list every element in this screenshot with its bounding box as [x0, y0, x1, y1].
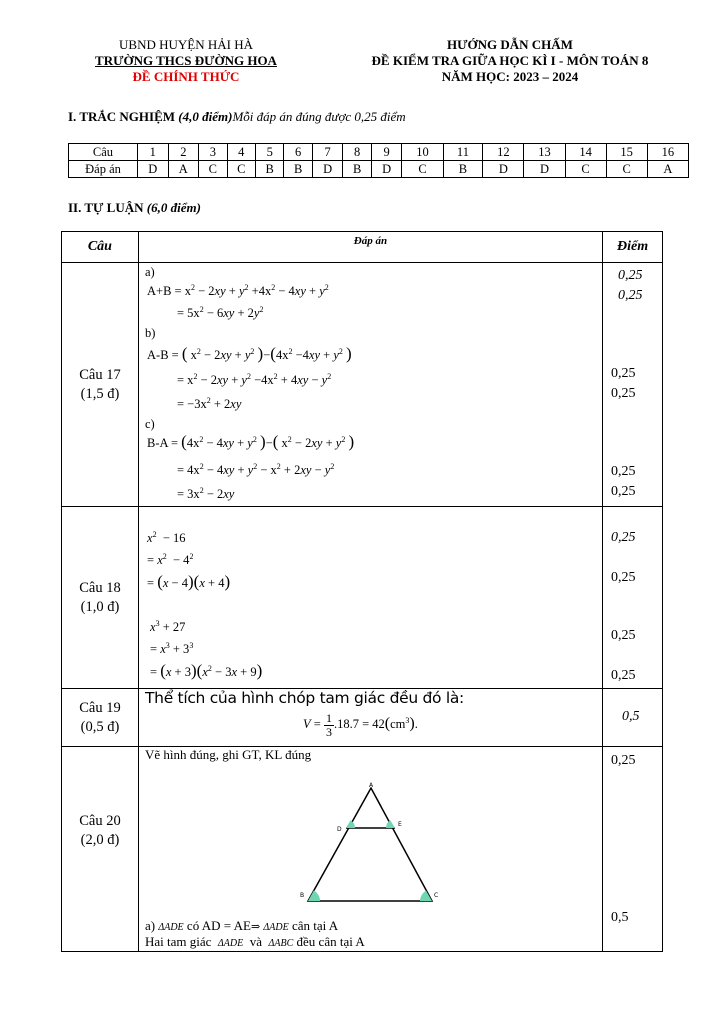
exam-title: ĐỀ KIỂM TRA GIỮA HỌC KÌ I - MÔN TOÁN 8	[371, 53, 649, 68]
answer-cell: D	[312, 161, 343, 178]
answer-cell: C	[606, 161, 647, 178]
q20-score-2: 0,5	[611, 910, 629, 925]
q18-number: Câu 18	[79, 580, 121, 596]
q17-points: (1,5 đ)	[80, 386, 120, 402]
q17-score-3: 0,25	[611, 366, 636, 381]
q17-b-line3: = $-3x^2 + 2xy$	[177, 395, 242, 411]
q19-score: 0,5	[622, 709, 640, 724]
q17-c-line1: $B-A = (4x^2 - 4xy + y^2$ )−( $x^2 - 2xy + y^2$ )	[147, 432, 355, 451]
question-number-cell: 14	[565, 144, 606, 161]
header-left	[60, 37, 312, 85]
question-number-cell: 5	[256, 144, 284, 161]
question-number-cell: 15	[606, 144, 647, 161]
angle-mark-b	[308, 891, 320, 902]
col-header-score: Điểm	[603, 232, 663, 263]
row-label-question: Câu	[69, 144, 138, 161]
question-number-cell: 1	[138, 144, 169, 161]
section1-title: I. TRẮC NGHIỆM	[68, 109, 176, 124]
angle-mark-c	[420, 891, 432, 901]
question-number-cell: 2	[168, 144, 199, 161]
answer-cell: B	[256, 161, 284, 178]
vertex-label-d: D	[337, 826, 342, 833]
q20-number: Câu 20	[79, 813, 121, 829]
section1-note: Mỗi đáp án đúng được 0,25 điểm	[232, 109, 406, 124]
question-number-cell: 16	[647, 144, 688, 161]
q17-part-a-label: a)	[145, 265, 155, 279]
q17-c-line3: = $3x^2 - 2xy$	[177, 485, 235, 501]
q17-a-line1: $A+B = x^2 - 2xy + y^2 +4x^2 - 4xy + y^2$	[147, 282, 329, 298]
school-name: TRƯỜNG THCS ĐƯỜNG HOA	[95, 53, 277, 68]
q17-b-line1: A-B = ( $x^2 - 2xy + y^2$ )$-(4x^2 -4xy + y^2$ )	[147, 344, 352, 363]
triangle-abc	[308, 788, 432, 901]
question-number-cell: 12	[483, 144, 524, 161]
q19-formula: V = $\frac{1}{3}$ $.18.7 = 42(cm^3)$.	[303, 710, 418, 739]
school-year: NĂM HỌC: 2023 – 2024	[441, 69, 579, 84]
question-number-cell: 7	[312, 144, 343, 161]
answer-cell: C	[199, 161, 227, 178]
question-number-cell: 11	[443, 144, 483, 161]
q17-score-5: 0,25	[611, 464, 636, 479]
q17-c-line2: = $4x^2 - 4xy + y^2 - x^2 + 2xy - y^2$	[177, 461, 335, 477]
answer-key-table	[68, 143, 689, 178]
row-q17	[62, 263, 663, 507]
q17-score-6: 0,25	[611, 484, 636, 499]
q18-line1: $x^2 - 16$	[147, 529, 186, 545]
question-number-cell: 8	[343, 144, 371, 161]
col-header-question: Câu	[62, 232, 139, 263]
q17-number: Câu 17	[79, 367, 121, 383]
question-number-cell: 9	[371, 144, 402, 161]
q17-score-4: 0,25	[611, 386, 636, 401]
answer-cell: D	[371, 161, 402, 178]
q18-label	[62, 579, 138, 617]
q18-score-1: 0,25	[611, 530, 636, 545]
q19-number: Câu 19	[79, 700, 121, 716]
section1-heading	[68, 109, 406, 125]
vertex-label-b: B	[300, 892, 305, 899]
q18-score-2: 0,25	[611, 570, 636, 585]
q17-score-1: 0,25	[618, 268, 643, 283]
answer-cell: C	[227, 161, 255, 178]
answer-row	[69, 161, 689, 178]
question-number-cell: 10	[402, 144, 443, 161]
answer-cell: B	[284, 161, 312, 178]
q20-label	[62, 812, 138, 850]
answer-cell: B	[343, 161, 371, 178]
district-name: UBND HUYỆN HẢI HÀ	[119, 37, 253, 52]
header-right	[330, 37, 690, 85]
answer-cell: A	[647, 161, 688, 178]
vertex-label-a: A	[369, 782, 374, 789]
q17-part-b-label: b)	[145, 326, 156, 340]
q20-intro: Vẽ hình đúng, ghi GT, KL đúng	[145, 747, 312, 762]
section2-heading	[68, 200, 201, 216]
q17-b-line2: = $x^2 - 2xy + y^2 -4x^2 + 4xy - y^2$	[177, 371, 332, 387]
section1-points: (4,0 điểm)	[178, 109, 233, 124]
angle-mark-d	[346, 820, 355, 828]
essay-header-row	[62, 232, 663, 263]
answer-cell: D	[483, 161, 524, 178]
q17-score-2: 0,25	[618, 288, 643, 303]
q19-points: (0,5 đ)	[80, 719, 120, 735]
q18-line6: = $(x + 3)(x^2 - 3x + 9)$	[150, 661, 263, 680]
question-number-cell: 6	[284, 144, 312, 161]
answer-cell: C	[402, 161, 443, 178]
q19-text: Thể tích của hình chóp tam giác đều đó là:	[145, 689, 464, 707]
official-label: ĐỀ CHÍNH THỨC	[132, 69, 240, 84]
q18-line2: = $x^2 - 4^2$	[147, 551, 194, 567]
q20-points: (2,0 đ)	[80, 832, 120, 848]
col-header-answer: Đáp án	[138, 232, 602, 263]
answer-cell: A	[168, 161, 199, 178]
answer-cell: B	[443, 161, 483, 178]
vertex-label-c: C	[434, 892, 439, 899]
triangle-figure	[295, 780, 445, 905]
angle-mark-e	[386, 820, 395, 828]
answer-cell: C	[565, 161, 606, 178]
vertex-label-e: E	[398, 821, 402, 828]
q18-line5: = $x^3 + 3^3$	[150, 640, 194, 656]
answer-cell: D	[138, 161, 169, 178]
question-row	[69, 144, 689, 161]
section2-points: (6,0 điểm)	[146, 200, 201, 215]
q18-score-3: 0,25	[611, 628, 636, 643]
row-label-answer: Đáp án	[69, 161, 138, 178]
q18-points: (1,0 đ)	[80, 599, 120, 615]
q17-part-c-label: c)	[145, 417, 155, 431]
q17-a-line2: = $5x^2 - 6xy + 2y^2$	[177, 304, 264, 320]
question-number-cell: 13	[524, 144, 565, 161]
q18-score-4: 0,25	[611, 668, 636, 683]
question-number-cell: 4	[227, 144, 255, 161]
q18-line4: $x^3 + 27$	[150, 618, 186, 634]
q19-label	[62, 699, 138, 737]
q20-score-1: 0,25	[611, 753, 636, 768]
q17-label	[62, 366, 138, 404]
section2-title: II. TỰ LUẬN	[68, 200, 144, 215]
q20-part-a-2: Hai tam giác ΔADE và ΔABC đều cân tại A	[145, 934, 365, 949]
answer-cell: D	[524, 161, 565, 178]
doc-title: HƯỚNG DẪN CHẤM	[447, 37, 573, 52]
question-number-cell: 3	[199, 144, 227, 161]
q20-part-a: a) ΔADE có AD = AE⇒ ΔADE cân tại A	[145, 918, 339, 933]
q18-line3: = (x − 4)(x + 4)	[147, 572, 231, 591]
